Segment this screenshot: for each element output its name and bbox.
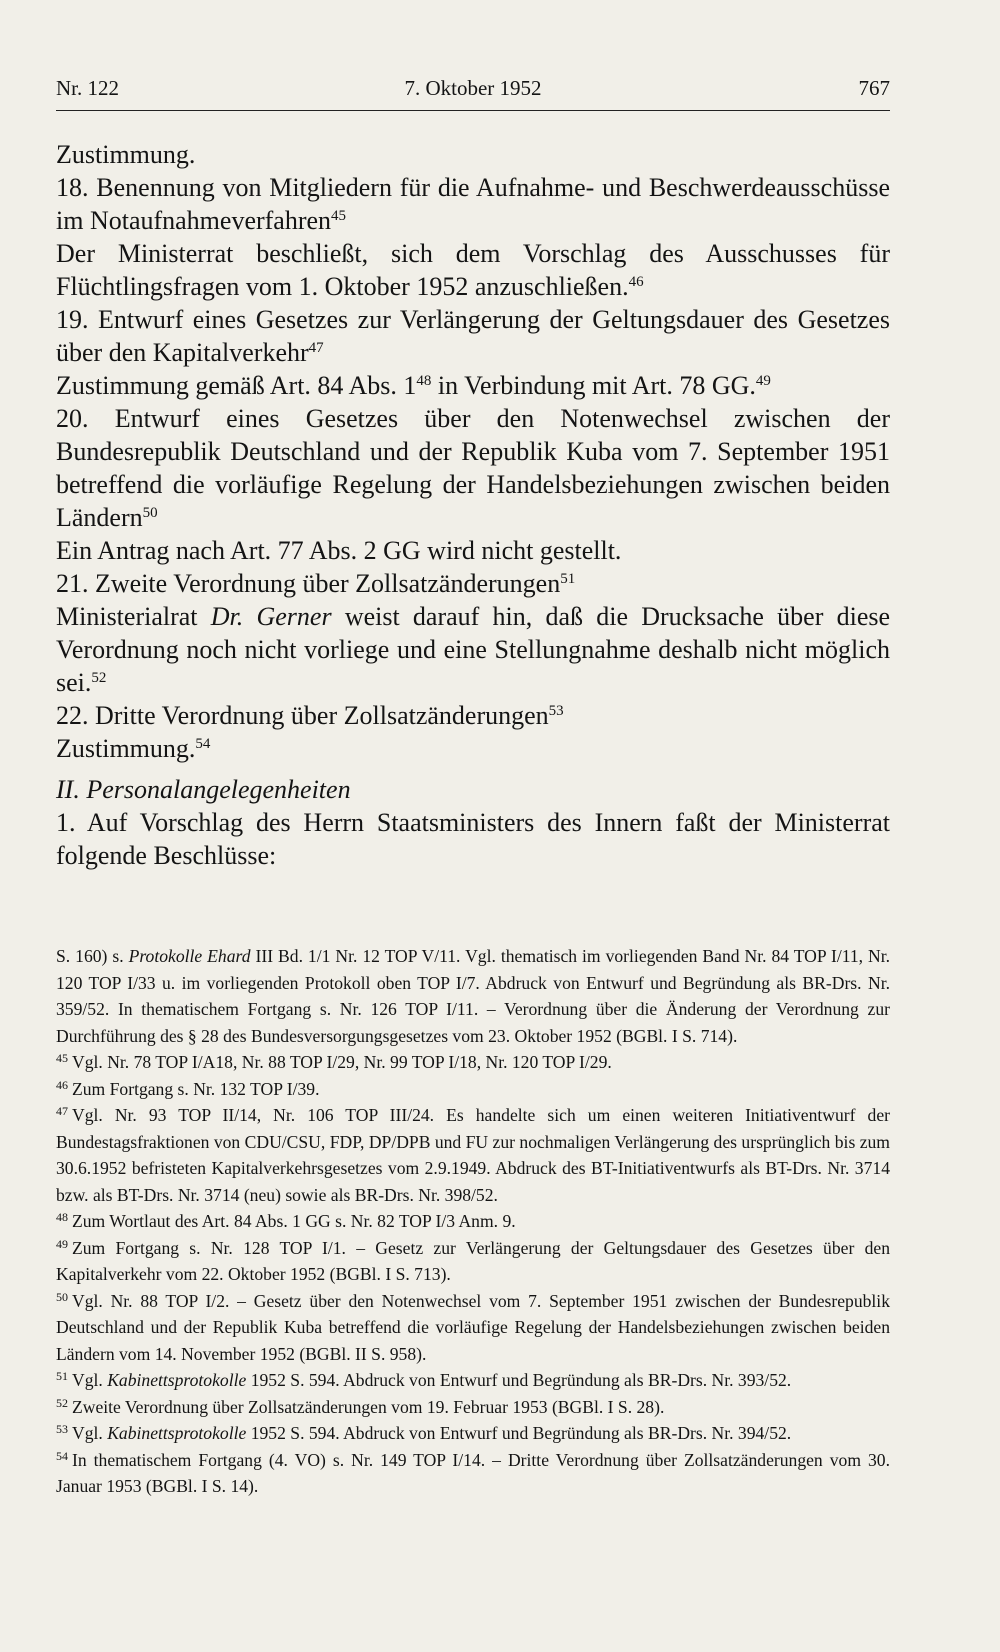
footnote-ref-51: 51: [560, 571, 576, 587]
paragraph: 1. Auf Vorschlag des Herrn Staatsministers des Innern faßt der Ministerrat folgende Beschlüsse:: [56, 808, 890, 870]
footnote-ref-52: 52: [91, 670, 107, 686]
footnote-ref-47: 47: [308, 340, 324, 356]
footnote-48: $^{48}$ Zum Wortlaut des Art. 84 Abs. 1 GG s. Nr. 82 TOP I/3 Anm. 9.: [56, 1210, 516, 1231]
footnote-49: $^{49}$ Zum Fortgang s. Nr. 128 TOP I/1. – Gesetz zur Verlängerung der Geltungsdauer des Gesetzes über den Kapitalverkehr vom 22. Oktober 1952 (BGBl. I S. 713).: [56, 1236, 890, 1284]
paragraph: Zustimmung gemäß Art. 84 Abs. 1$^{48}$ in Verbindung mit Art. 78 GG.$^{49}$: [56, 371, 771, 400]
person-name: Dr. Gerner: [210, 602, 332, 631]
agenda-item-21: 21. Zweite Verordnung über Zollsatzänderungen$^{51}$: [56, 569, 576, 598]
footnote-ref-54: 54: [195, 736, 211, 752]
paragraph: Zustimmung.$^{54}$: [56, 734, 211, 763]
footnote-ref-48: 48: [416, 373, 432, 389]
footnote-46: $^{46}$ Zum Fortgang s. Nr. 132 TOP I/39.: [56, 1077, 320, 1099]
footnote-47: $^{47}$ Vgl. Nr. 93 TOP II/14, Nr. 106 TOP III/24. Es handelte sich um einen weiteren Initiativentwurf der Bundestagsfraktionen von CDU/CSU, FDP, DP/DPB und FU zur nochmaligen Verlängerung des ursprünglich bis zum 30.6.1952 befristeten Kapitalverkehrsgesetzes vom 2.9.1949. Abdruck des BT-Initiativentwurfs als BT-Drs. Nr. 3714 bzw. als BT-Drs. Nr. 3714 (neu) sowie als BR-Drs. Nr. 398/52.: [56, 1104, 890, 1205]
footnote-continuation: S. 160) s. Protokolle Ehard III Bd. 1/1 Nr. 12 TOP V/11. Vgl. thematisch im vorliegenden Band Nr. 84 TOP I/11, Nr. 120 TOP I/33 u. im vorliegenden Protokoll oben TOP I/7. Abdruck von Entwurf und Begründung als BR-Drs. Nr. 359/52. In thematischem Fortgang s. Nr. 126 TOP I/11. – Verordnung über die Änderung der Verordnung zur Durchführung des § 28 des Bundesversorgungsgesetzes vom 23. Oktober 1952 (BGBl. I S. 714).: [56, 946, 891, 1046]
agenda-item-19: 19. Entwurf eines Gesetzes zur Verlängerung der Geltungsdauer des Gesetzes über den Kapitalverkehr$^{47}$: [56, 305, 890, 367]
paragraph: Der Ministerrat beschließt, sich dem Vorschlag des Ausschusses für Flüchtlingsfragen vom 1. Oktober 1952 anzuschließen.$^{46}$: [56, 239, 890, 301]
footnote-54: $^{54}$ In thematischem Fortgang (4. VO) s. Nr. 149 TOP I/14. – Dritte Verordnung über Zollsatzänderungen vom 30. Januar 1953 (BGBl. I S. 14).: [56, 1448, 890, 1496]
paragraph: Ein Antrag nach Art. 77 Abs. 2 GG wird nicht gestellt.: [56, 536, 622, 565]
footnote-51: $^{51}$ Vgl. Kabinettsprotokolle 1952 S. 594. Abdruck von Entwurf und Begründung als BR-Drs. Nr. 393/52.: [56, 1369, 792, 1390]
footnote-53: $^{53}$ Vgl. Kabinettsprotokolle 1952 S. 594. Abdruck von Entwurf und Begründung als BR-Drs. Nr. 394/52.: [56, 1422, 792, 1443]
running-header: [56, 70, 890, 110]
footnote-50: $^{50}$ Vgl. Nr. 88 TOP I/2. – Gesetz über den Notenwechsel vom 7. September 1951 zwischen der Bundesrepublik Deutschland und der Republik Kuba betreffend die vorläufige Regelung der Handelsbeziehungen zwischen beiden Ländern vom 14. November 1952 (BGBl. II S. 958).: [56, 1289, 890, 1364]
main-text: [56, 138, 890, 872]
page-number: 767: [858, 76, 890, 100]
paragraph: Zustimmung.: [56, 140, 196, 169]
header-rule: [56, 110, 890, 111]
footnote-ref-46: 46: [628, 274, 644, 290]
agenda-item-18: 18. Benennung von Mitgliedern für die Aufnahme- und Beschwerdeausschüsse im Notaufnahmeverfahren$^{45}$: [56, 173, 890, 235]
footnote-ref-49: 49: [755, 373, 771, 389]
agenda-item-20: 20. Entwurf eines Gesetzes über den Notenwechsel zwischen der Bundesrepublik Deutschland und der Republik Kuba vom 7. September 1951 betreffend die vorläufige Regelung der Handelsbeziehungen zwischen beiden Ländern$^{50}$: [56, 404, 890, 532]
footnote-52: $^{52}$ Zweite Verordnung über Zollsatzänderungen vom 19. Februar 1953 (BGBl. I S. 28).: [56, 1395, 665, 1417]
header-date: 7. Oktober 1952: [404, 76, 542, 100]
agenda-item-22: 22. Dritte Verordnung über Zollsatzänderungen$^{53}$: [56, 701, 564, 730]
paragraph: Ministerialrat Dr. Gerner weist darauf hin, daß die Drucksache über diese Verordnung noch nicht vorliege und eine Stellungnahme deshalb nicht möglich sei.$^{52}$: [56, 602, 891, 697]
footnotes: [56, 943, 890, 1500]
document-number: Nr. 122: [56, 76, 119, 100]
footnote-45: $^{45}$ Vgl. Nr. 78 TOP I/A18, Nr. 88 TOP I/29, Nr. 99 TOP I/18, Nr. 120 TOP I/29.: [56, 1051, 612, 1072]
footnote-ref-45: 45: [331, 208, 347, 224]
footnote-ref-53: 53: [548, 703, 564, 719]
footnote-ref-50: 50: [142, 505, 158, 521]
section-heading: II. Personalangelegenheiten: [56, 775, 351, 804]
